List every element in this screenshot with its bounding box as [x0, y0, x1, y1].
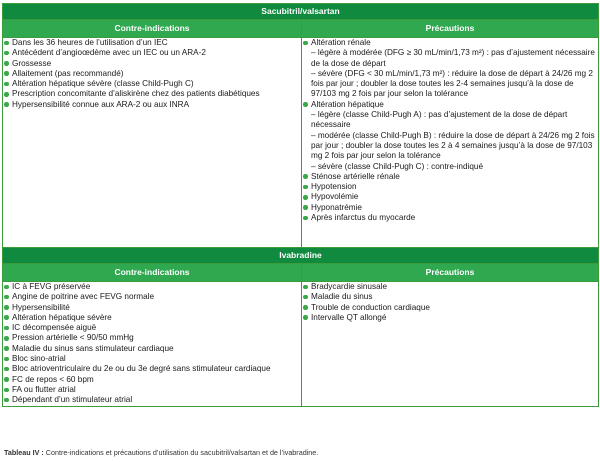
col-header-contre-indications: Contre-indications: [3, 20, 302, 38]
list-item: Prescription concomitante d’aliskirène chez des patients diabétiques: [3, 89, 301, 99]
list-item: – légère à modérée (DFG ≥ 30 mL/min/1,73 m²) : pas d’ajustement nécessaire de la dose de départ: [311, 48, 595, 68]
section-body-row: [3, 38, 599, 248]
list-item: Hypersensibilité connue aux ARA-2 ou aux INRA: [3, 100, 301, 110]
list-item: Dépendant d’un stimulateur atrial: [3, 395, 301, 405]
list-item: – sévère (DFG < 30 mL/min/1,73 m²) : réduire la dose de départ à 24/26 mg 2 fois par jour ; doubler la dose toutes les 2-4 semaines jusqu’à la dose de 97/103 mg 2 fois par jour selon la tolérance: [311, 68, 593, 99]
caption-label: Tableau IV :: [4, 448, 44, 457]
col-header-precautions: Précautions: [302, 264, 599, 282]
list-item: Hypersensibilité: [3, 303, 301, 313]
list-item: Intervalle QT allongé: [302, 313, 598, 323]
list-item: – légère (classe Child-Pugh A) : pas d’ajustement de la dose de départ nécessaire: [311, 110, 568, 130]
list-item: FC de repos < 60 bpm: [3, 375, 301, 385]
list-item: IC à FEVG préservée: [3, 282, 301, 292]
list-item: Après infarctus du myocarde: [302, 213, 598, 223]
list-item: Antécédent d’angioœdème avec un IEC ou un ARA-2: [3, 48, 301, 58]
list-item: Bloc sino-atrial: [3, 354, 301, 364]
section-header-row: [3, 248, 599, 264]
list-item: Grossesse: [3, 59, 301, 69]
col-header-precautions: Précautions: [302, 20, 599, 38]
cell-contre-indications: [3, 282, 302, 407]
section-body-row: [3, 282, 599, 407]
contraindications-table: [2, 3, 599, 407]
cell-contre-indications: [3, 38, 302, 248]
list-item: Altération rénale: [302, 38, 598, 48]
column-header-row: [3, 264, 599, 282]
list-contre-indications-ivabradine: [3, 282, 301, 406]
list-item: – modérée (classe Child-Pugh B) : réduire la dose de départ à 24/26 mg 2 fois par jour ; doubler la dose toutes les 2 à 4 semaines jusqu’à la dose de 97/103 mg 2 fois par jour selon la tolérance: [311, 130, 595, 161]
column-header-row: [3, 20, 599, 38]
list-item: Sténose artérielle rénale: [302, 172, 598, 182]
list-item: – sévère (classe Child-Pugh C) : contre-indiqué: [311, 161, 484, 171]
section-title-ivabradine: Ivabradine: [3, 248, 599, 264]
list-item: Trouble de conduction cardiaque: [302, 303, 598, 313]
cell-precautions: [302, 38, 599, 248]
section-title-sacubitril: Sacubitril/valsartan: [3, 4, 599, 20]
list-item: Bloc atrioventriculaire du 2e ou du 3e degré sans stimulateur cardiaque: [3, 364, 301, 374]
list-item: FA ou flutter atrial: [3, 385, 301, 395]
caption-text: Contre-indications et précautions d’utilisation du sacubitril/valsartan et de l’ivabradine.: [43, 448, 319, 457]
col-header-contre-indications: Contre-indications: [3, 264, 302, 282]
list-contre-indications-sacubitril: [3, 38, 301, 110]
list-item: Hypotension: [302, 182, 598, 192]
list-item: Angine de poitrine avec FEVG normale: [3, 292, 301, 302]
cell-precautions: [302, 282, 599, 407]
list-item: Allaitement (pas recommandé): [3, 69, 301, 79]
list-item: Altération hépatique sévère (classe Child-Pugh C): [3, 79, 301, 89]
list-item: Maladie du sinus sans stimulateur cardiaque: [3, 344, 301, 354]
list-item: Altération hépatique sévère: [3, 313, 301, 323]
list-item: Bradycardie sinusale: [302, 282, 598, 292]
list-item: Pression artérielle < 90/50 mmHg: [3, 333, 301, 343]
list-precautions-ivabradine: [302, 282, 598, 323]
list-item: Maladie du sinus: [302, 292, 598, 302]
list-item: Hypovolémie: [302, 192, 598, 202]
list-item: Hyponatrémie: [302, 203, 598, 213]
table-caption: [4, 448, 318, 457]
list-precautions-sacubitril: [302, 38, 598, 223]
list-item: IC décompensée aiguë: [3, 323, 301, 333]
section-header-row: [3, 4, 599, 20]
list-item: Dans les 36 heures de l’utilisation d’un IEC: [3, 38, 301, 48]
list-item: Altération hépatique: [302, 100, 598, 110]
